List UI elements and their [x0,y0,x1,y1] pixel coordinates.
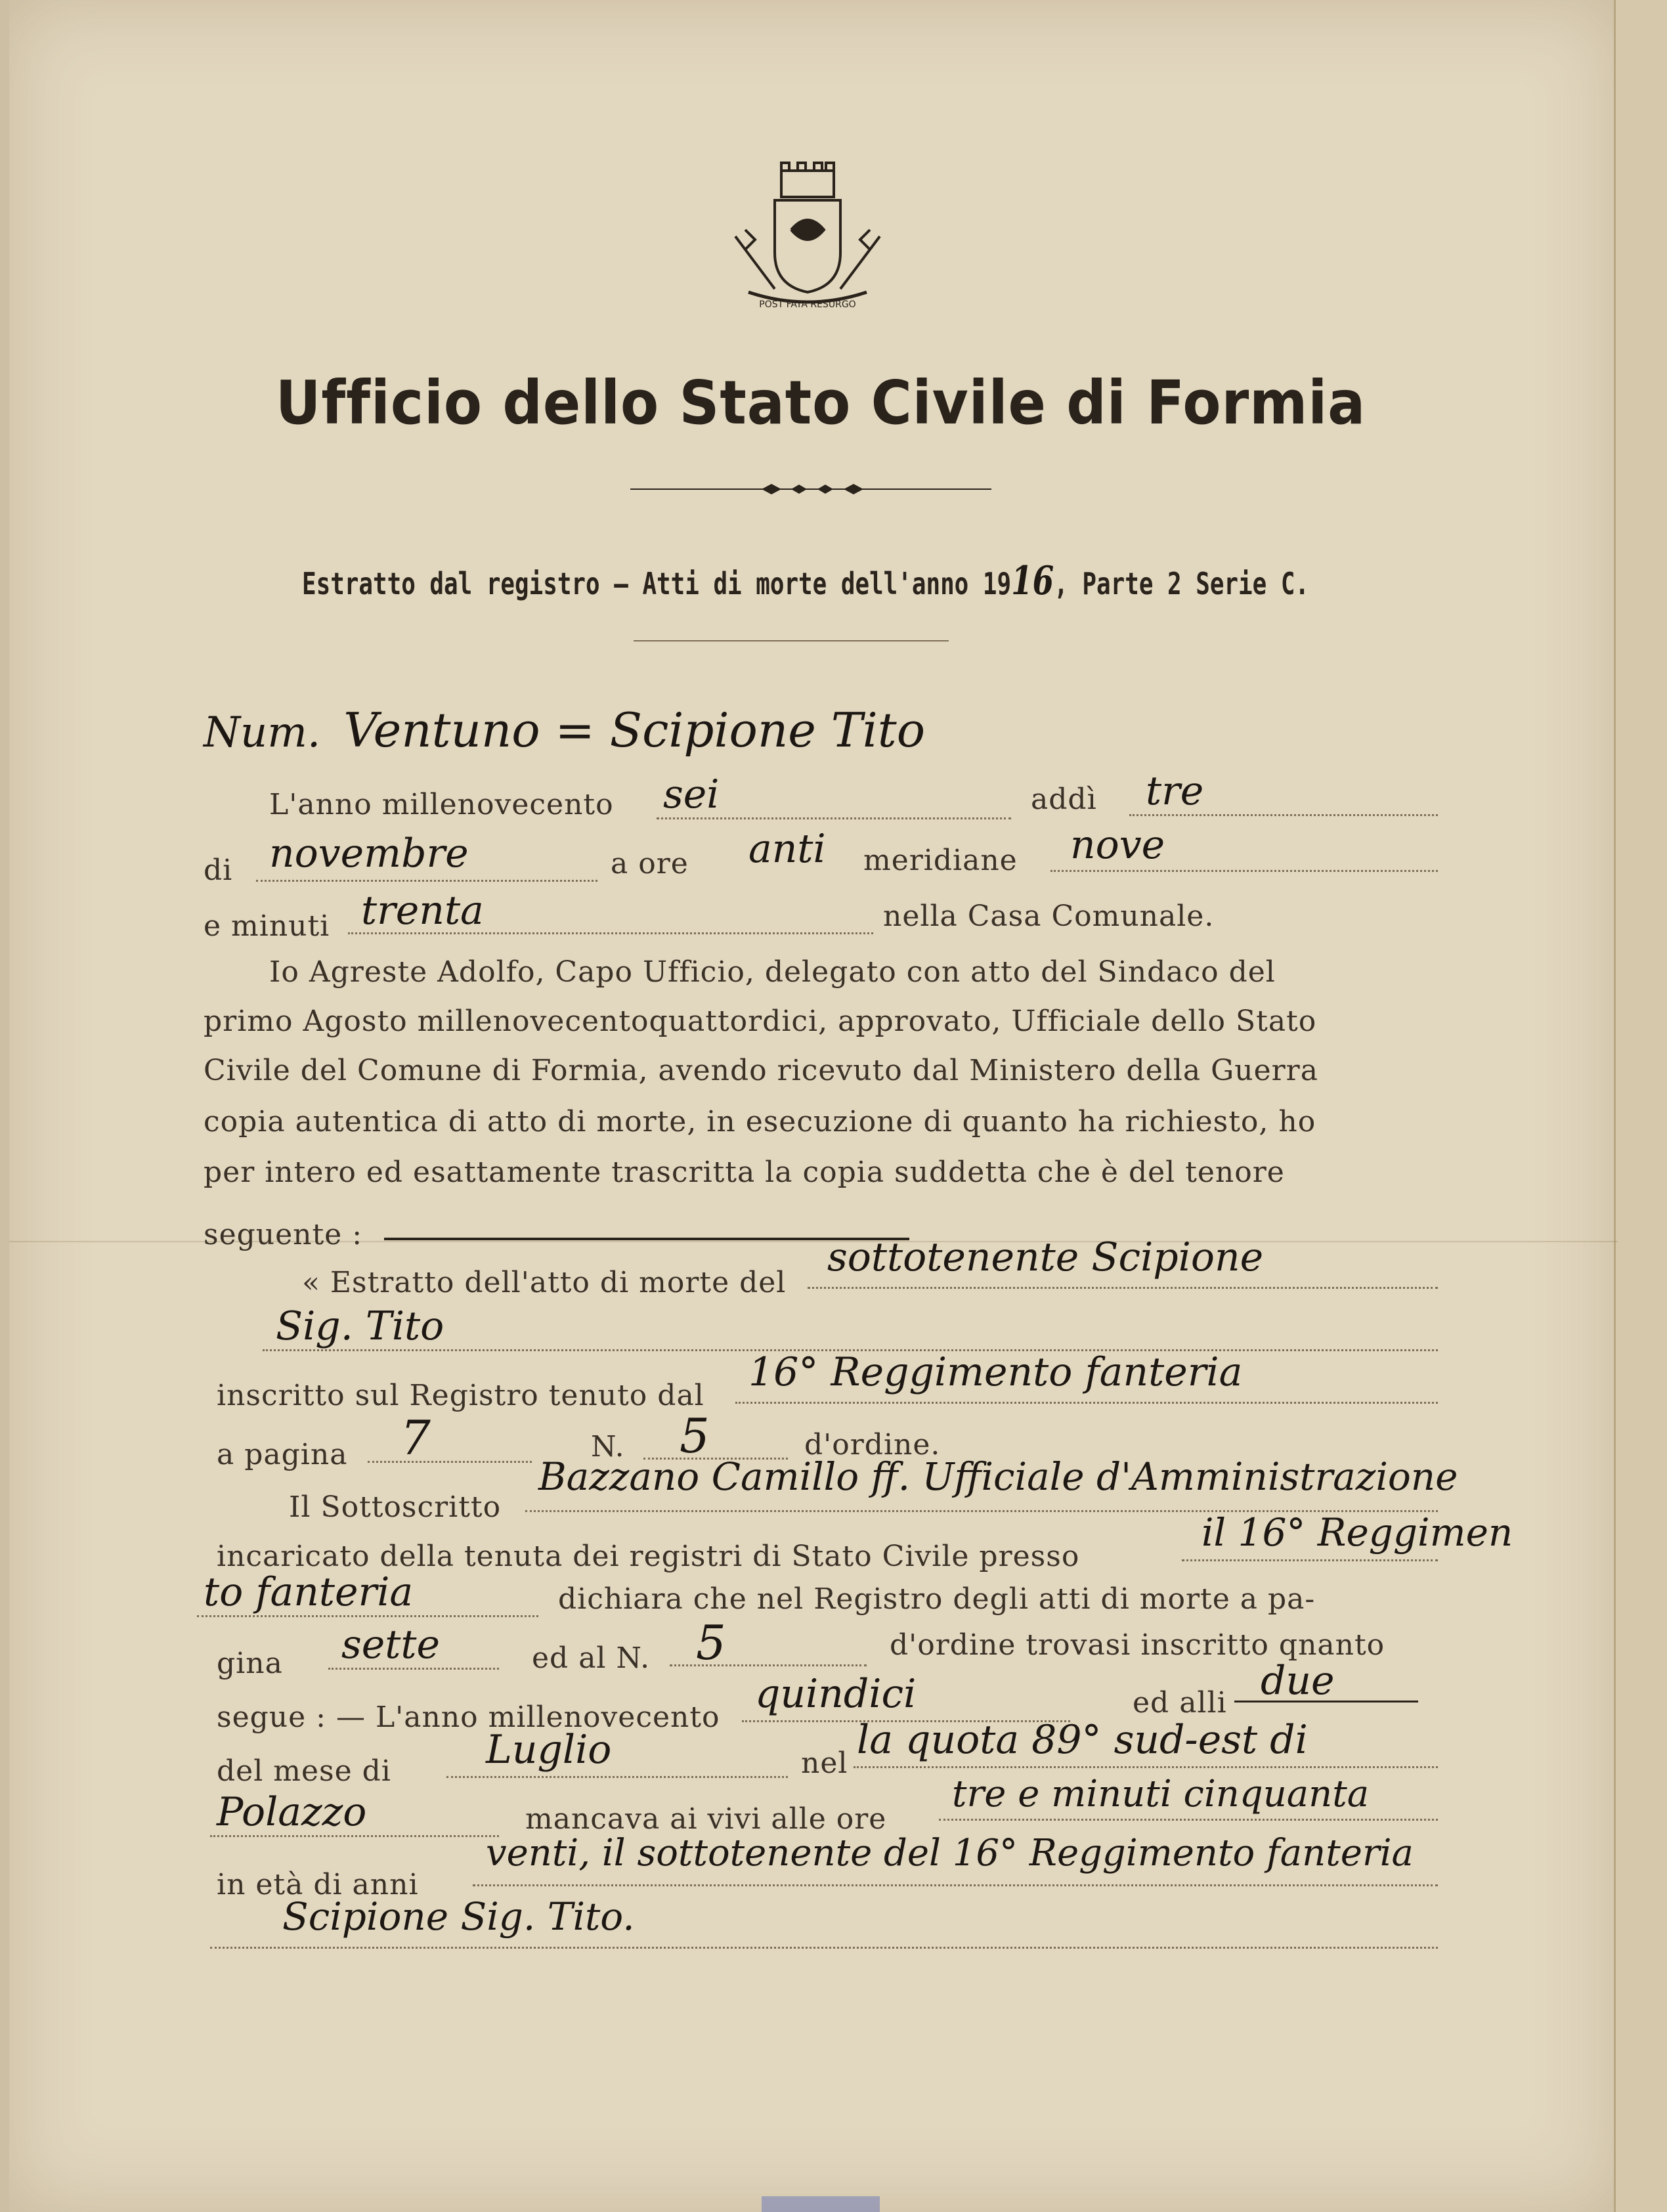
day-value: tre [1146,768,1204,814]
meridiane-label: meridiane [863,844,1018,877]
register-office-value-cont: to fanteria [204,1569,414,1615]
subtitle-prefix: Estratto dal registro — Atti di morte dell'anno 19 [302,566,1012,601]
page-value: 7 [401,1410,431,1465]
death-day-value: due [1261,1658,1335,1704]
next-page-edge [1614,0,1667,2212]
dotted-rule [1129,814,1438,816]
body-line: copia autentica di atto di morte, in esecuzione di quanto ha richiesto, ho [204,1105,1316,1139]
time-label: mancava ai vivi alle ore [525,1802,887,1836]
location-label: nel [801,1746,848,1780]
dotted-rule [670,1664,867,1666]
number-value: 5 [680,1408,710,1464]
body-line: Io Agreste Adolfo, Capo Ufficio, delegato con atto del Sindaco del [269,955,1276,989]
dotted-rule [939,1819,1438,1821]
number-label: N. [591,1430,625,1464]
register-office-value: il 16° Reggimen [1202,1510,1513,1555]
death-month-value: Luglio [486,1727,612,1773]
subtitle-suffix: , Parte 2 Serie C. [1054,566,1310,601]
month-value: novembre [269,831,469,877]
dotted-rule [328,1668,499,1670]
dotted-rule [473,1884,1438,1886]
year-label: L'anno millenovecento [269,788,614,821]
location-place: Polazzo [217,1789,367,1835]
coat-of-arms-emblem [709,158,906,322]
dotted-rule [210,1835,499,1837]
solid-rule [1234,1701,1418,1702]
body-line: per intero ed esattamente trascritta la copia suddetta che è del tenore [204,1156,1285,1189]
death-year-value: quindici [755,1671,917,1717]
extract-intro: « Estratto dell'atto di morte del [302,1266,787,1299]
hour-value: nove [1070,822,1165,868]
year-value: sei [663,771,720,817]
record-number-line [204,703,925,758]
death-year-label: segue : — L'anno millenovecento [217,1701,720,1734]
dotted-rule [197,1615,538,1617]
emblem-motto: POST FATA RESURGO [759,299,856,310]
dotted-rule [256,880,597,882]
body-line: Civile del Comune di Formia, avendo ricevuto dal Ministero della Guerra [204,1054,1318,1087]
signatory-name: Bazzano Camillo ff. Ufficiale d'Amministrazione [538,1454,1458,1499]
dotted-rule [657,817,1011,819]
dotted-rule [1182,1559,1438,1561]
register-office-label: incaricato della tenuta dei registri di Stato Civile presso [217,1540,1080,1573]
month-label: di [204,854,233,887]
deceased-full-name: Scipione Sig. Tito. [282,1894,635,1939]
register-unit: 16° Reggimento fanteria [748,1349,1243,1395]
dotted-rule [1050,870,1438,872]
age-value: venti, il sottotenente del 16° Reggimento fanteria [486,1832,1414,1875]
subtitle-rule [634,640,949,641]
pagina-label: gina [217,1647,283,1680]
deceased-rank: sottotenente Scipione [827,1234,1264,1280]
death-day-label: ed alli [1133,1686,1227,1720]
body-line: primo Agosto millenovecentoquattordici, approvato, Ufficiale dello Stato [204,1005,1317,1038]
minutes-label: e minuti [204,909,330,943]
dotted-rule [210,1947,1438,1949]
dotted-rule [368,1461,532,1463]
time-value: tre e minuti cinquanta [952,1773,1370,1815]
dotted-rule [854,1766,1438,1768]
al-number-value: 5 [696,1615,726,1670]
register-label: inscritto sul Registro tenuto dal [217,1379,704,1412]
dotted-rule [735,1402,1438,1404]
deceased-name: Sig. Tito [276,1303,444,1349]
pagina-value: sette [341,1622,441,1668]
al-number-label: ed al N. [532,1641,651,1675]
page-title: Ufficio dello Stato Civile di Formia [275,368,1366,438]
hour-label: a ore [611,847,689,880]
casa-comunale-label: nella Casa Comunale. [883,900,1215,933]
dotted-rule [348,932,873,934]
death-month-label: del mese di [217,1754,391,1788]
age-label: in età di anni [217,1868,419,1901]
dotted-rule [808,1287,1438,1289]
signatory-label: Il Sottoscritto [289,1490,502,1524]
num-value: Ventuno = Scipione Tito [343,703,926,758]
num-label: Num. [204,708,321,757]
page-label: a pagina [217,1438,348,1471]
dotted-rule [446,1776,788,1778]
minutes-value: trenta [361,888,484,934]
title-ornament [630,479,991,499]
ink-stamp-fragment [762,2196,880,2212]
declaration-line: dichiara che nel Registro degli atti di morte a pa- [558,1582,1316,1616]
location-value: la quota 89° sud-est di [857,1717,1308,1763]
register-subtitle [302,558,1310,604]
subtitle-year: 16 [1011,558,1054,604]
inscribed-line: d'ordine trovasi inscritto qnanto [890,1628,1385,1662]
body-line: seguente : [204,1218,363,1251]
day-label: addì [1031,783,1097,816]
ordine-label: d'ordine. [804,1428,941,1462]
ampm-value: anti [748,826,826,872]
